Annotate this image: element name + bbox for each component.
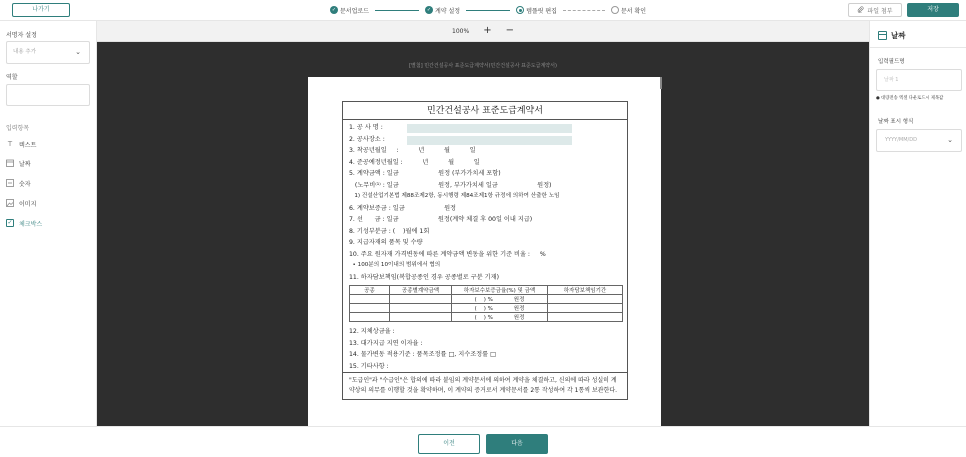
- step-template-edit: [516, 6, 557, 15]
- zoom-out-button[interactable]: −: [505, 25, 514, 36]
- table-cell: [350, 295, 390, 304]
- signer-settings-label: 서명자 설정: [6, 32, 37, 39]
- step-label: 계약 설정: [434, 7, 461, 15]
- table-header: 공종: [350, 286, 390, 295]
- step-label: 템플릿 편집: [526, 7, 557, 15]
- chevron-down-icon: ⌄: [75, 48, 81, 56]
- zoom-in-button[interactable]: +: [483, 25, 492, 36]
- date-format-value: YYYY/MM/DD: [885, 137, 917, 143]
- field-name-placeholder: 날짜 1: [884, 77, 899, 83]
- left-panel: [0, 21, 97, 426]
- table-cell: ( ) % 원정: [452, 304, 548, 313]
- contract-line: 7. 선 금 : 일금 원정(계약 체결 후 00일 이내 지급): [349, 216, 533, 223]
- exit-button[interactable]: 나가기: [12, 3, 70, 17]
- contract-line: 10. 주요 원자재 가격변동에 따른 계약금액 변동을 위한 기준 비율 : %: [349, 250, 546, 258]
- warranty-table: [349, 285, 623, 322]
- table-cell: [548, 313, 623, 322]
- contract-line: 14. 물가변동 적용기준 : 품목조정률 □, 지수조정률 □: [349, 351, 496, 358]
- contract-title: 민간건설공사 표준도급계약서: [343, 102, 627, 120]
- zoom-bar: [97, 21, 869, 42]
- table-header: 하자보수보증금율(%) 및 금액: [452, 286, 548, 295]
- current-step-icon: [516, 6, 524, 14]
- table-cell: ( ) % 원정: [452, 295, 548, 304]
- checkbox-icon: ✓: [7, 219, 13, 226]
- previous-button[interactable]: 이전: [418, 434, 480, 454]
- bottom-bar: [0, 426, 966, 457]
- signer-select[interactable]: [6, 41, 90, 64]
- check-icon: ✓: [331, 7, 337, 13]
- document-page: [308, 77, 661, 426]
- check-icon: ✓: [426, 7, 432, 13]
- contract-line: 4. 준공예정년월일 : 년 월 일: [349, 158, 480, 166]
- contract-closing-text: "도급인"과 "수급인"은 합의에 따라 붙임의 계약문서에 의하여 계약을 체결하고, 신의에 따라 성실히 계약상의 의무를 이행할 것을 확약하며, 이 계약의 증거로서 계약문서를 2통 작성하여 각 1통씩 보관한다.: [343, 372, 627, 399]
- page-scrollbar[interactable]: [660, 77, 662, 89]
- table-cell: ( ) % 원정: [452, 313, 548, 322]
- image-icon: [6, 199, 14, 207]
- table-cell: [548, 295, 623, 304]
- signer-select-value: 내용 추가: [13, 49, 37, 55]
- tool-label: 날짜: [19, 160, 31, 168]
- contract-line: 1) 건설산업기본법 제88조제2항, 동시행령 제84조제1항 규정에 의하여 산출한 노임: [349, 193, 560, 199]
- contract-line: 11. 하자담보책임(복합공종인 경우 공종별로 구분 기재): [349, 273, 500, 281]
- attach-file-button[interactable]: [848, 3, 902, 17]
- next-button[interactable]: 다음: [486, 434, 548, 454]
- step-connector: [563, 10, 605, 11]
- tool-number[interactable]: [6, 178, 31, 188]
- zoom-level: 100%: [452, 27, 470, 35]
- paperclip-icon: [857, 6, 864, 15]
- calendar-icon: [6, 159, 14, 167]
- table-cell: [390, 304, 452, 313]
- tool-label: 체크박스: [19, 220, 43, 228]
- table-cell: [350, 304, 390, 313]
- attach-file-label: 파일 첨부: [867, 7, 893, 15]
- step-label: 문서업로드: [340, 7, 369, 15]
- top-bar: [0, 0, 966, 21]
- tool-label: 숫자: [19, 180, 31, 188]
- table-row: [350, 313, 623, 322]
- tool-date[interactable]: [6, 158, 31, 168]
- field-properties-header: [878, 30, 906, 41]
- table-row: [350, 295, 623, 304]
- right-panel: [869, 21, 966, 426]
- contract-body: [343, 120, 627, 372]
- date-format-label: 날짜 표시 형식: [878, 119, 914, 125]
- step-upload: [330, 6, 369, 15]
- save-button[interactable]: 저장: [907, 3, 959, 17]
- contract-line: 12. 지체상금율 :: [349, 328, 395, 335]
- role-input[interactable]: [6, 84, 90, 106]
- line-text: 2. 공사장소 :: [349, 135, 385, 143]
- document-canvas: [97, 21, 869, 426]
- contract-sheet: [342, 101, 628, 400]
- date-format-select[interactable]: [876, 129, 962, 152]
- step-connector: [375, 10, 419, 11]
- contract-line: 6. 계약보증금 : 일금 원정: [349, 204, 457, 212]
- step-connector: [466, 10, 510, 11]
- progress-steps: [330, 4, 646, 16]
- contract-line: 9. 지급자재의 품목 및 수량: [349, 239, 423, 246]
- divider: [870, 47, 966, 48]
- contract-line: [343, 122, 627, 134]
- contract-line: [343, 134, 627, 146]
- contract-line: 3. 착공년월일 : 년 월 일: [349, 147, 476, 154]
- contract-line: 13. 대가지급 지연 이자율 :: [349, 339, 423, 347]
- tool-label: 텍스트: [19, 141, 37, 149]
- calendar-icon: [878, 31, 887, 40]
- tool-checkbox[interactable]: [6, 218, 42, 228]
- table-cell: [350, 313, 390, 322]
- text-icon: T: [7, 140, 13, 148]
- contract-line: (노무비⁽¹⁾ : 일금 원정, 부가가치세 일금 원정): [349, 181, 552, 189]
- document-caption: [별첨] 민간건설공사 표준도급계약서(민간건설공사 표준도급계약서): [409, 63, 557, 69]
- table-cell: [390, 313, 452, 322]
- tool-text[interactable]: [6, 139, 36, 149]
- table-header-row: [350, 286, 623, 295]
- step-label: 문서 확인: [620, 7, 647, 15]
- line-text: 1. 공 사 명 :: [349, 124, 383, 131]
- chevron-down-icon: ⌄: [947, 136, 953, 144]
- table-header: 하자담보책임기간: [548, 286, 623, 295]
- input-items-label: 입력항목: [6, 125, 30, 132]
- excel-note: ● 대량전송 엑셀 다운로드시 제목값: [876, 96, 944, 101]
- table-cell: [548, 304, 623, 313]
- contract-line: 8. 기성부분금 : ( )월에 1회: [349, 227, 430, 235]
- number-icon: [6, 179, 14, 187]
- field-type-title: 날짜: [891, 31, 906, 40]
- step-contract-settings: [425, 6, 460, 15]
- field-name-label: 입력필드명: [878, 59, 905, 65]
- contract-line: 15. 기타사항 :: [349, 362, 389, 370]
- table-row: [350, 304, 623, 313]
- contract-line: 5. 계약금액 : 일금 원정 (부가가치세 포함): [349, 170, 501, 177]
- project-name-field[interactable]: [407, 124, 572, 133]
- table-header: 공종별계약금액: [390, 286, 452, 295]
- field-name-input[interactable]: [876, 69, 962, 91]
- role-label: 역할: [6, 74, 18, 81]
- pending-step-icon: [611, 6, 619, 14]
- project-location-field[interactable]: [407, 136, 572, 145]
- contract-line: • 100분의 10이내의 범위에서 협의: [349, 262, 441, 268]
- tool-image[interactable]: [6, 198, 36, 208]
- table-cell: [390, 295, 452, 304]
- tool-label: 이미지: [19, 200, 37, 208]
- step-document-review: [611, 6, 646, 15]
